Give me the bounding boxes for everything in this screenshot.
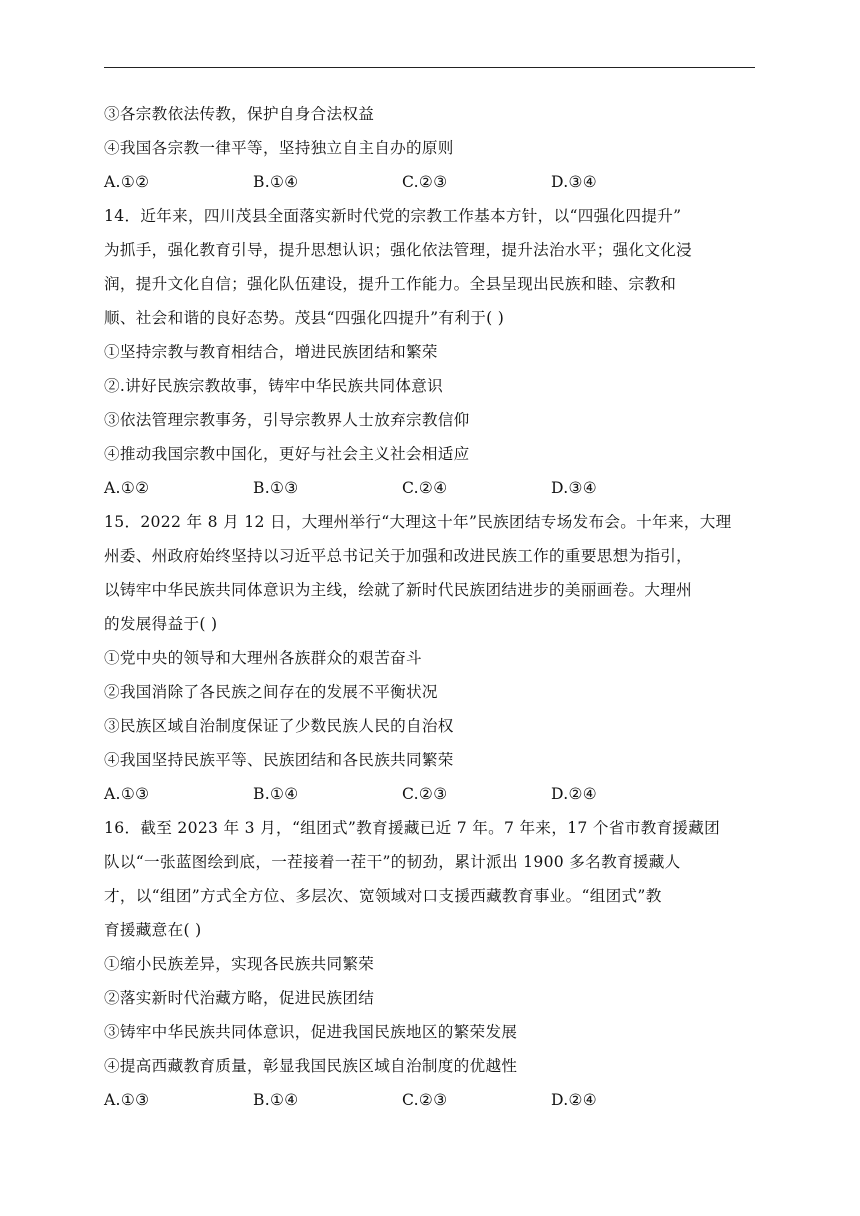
statement-4: ④我国各宗教一律平等，坚持独立自主自办的原则 xyxy=(104,139,454,157)
question-content xyxy=(104,97,764,1117)
option-c: C.②③ xyxy=(402,1091,448,1109)
answer-options xyxy=(104,777,764,811)
statement-2: ②落实新时代治藏方略，促进民族团结 xyxy=(104,989,375,1007)
option-b: B.①④ xyxy=(253,1091,299,1109)
question-15 xyxy=(104,505,764,811)
question-14 xyxy=(104,199,764,505)
option-b: B.①③ xyxy=(253,479,299,497)
statement-4: ④推动我国宗教中国化，更好与社会主义社会相适应 xyxy=(104,445,470,463)
question-stem-line: 顺、社会和谐的良好态势。茂县“四强化四提升”有利于( ) xyxy=(104,309,505,327)
option-c: C.②③ xyxy=(402,173,448,191)
answer-options xyxy=(104,1083,764,1117)
option-c: C.②④ xyxy=(402,479,448,497)
statement-1: ①党中央的领导和大理州各族群众的艰苦奋斗 xyxy=(104,649,422,667)
option-a: A.①③ xyxy=(104,1091,150,1109)
statement-2: ②我国消除了各民族之间存在的发展不平衡状况 xyxy=(104,683,438,701)
statement-1: ①缩小民族差异，实现各民族共同繁荣 xyxy=(104,955,375,973)
question-stem-line: 15．2022 年 8 月 12 日，大理州举行“大理这十年”民族团结专场发布会。十年来，大理 xyxy=(104,513,732,531)
statement-4: ④提高西藏教育质量，彰显我国民族区域自治制度的优越性 xyxy=(104,1057,518,1075)
question-stem-line: 州委、州政府始终坚持以习近平总书记关于加强和改进民族工作的重要思想为指引， xyxy=(104,547,693,565)
option-b: B.①④ xyxy=(253,173,299,191)
question-stem-line: 16．截至 2023 年 3 月，“组团式”教育援藏已近 7 年。7 年来，17 个省市教育援藏团 xyxy=(104,819,721,837)
statement-3: ③民族区域自治制度保证了少数民族人民的自治权 xyxy=(104,717,454,735)
answer-options xyxy=(104,165,764,199)
option-d: D.③④ xyxy=(551,173,598,191)
question-stem-line: 为抓手，强化教育引导，提升思想认识；强化依法管理，提升法治水平；强化文化浸 xyxy=(104,241,693,259)
question-stem-line: 14．近年来，四川茂县全面落实新时代党的宗教工作基本方针，以“四强化四提升” xyxy=(104,207,682,225)
option-d: D.②④ xyxy=(551,785,598,803)
option-a: A.①② xyxy=(104,479,150,497)
option-d: D.②④ xyxy=(551,1091,598,1109)
option-d: D.③④ xyxy=(551,479,598,497)
question-stem-line: 的发展得益于( ) xyxy=(104,615,218,633)
option-a: A.①② xyxy=(104,173,150,191)
header-rule xyxy=(104,67,755,68)
statement-3: ③各宗教依法传教，保护自身合法权益 xyxy=(104,105,375,123)
statement-4: ④我国坚持民族平等、民族团结和各民族共同繁荣 xyxy=(104,751,454,769)
question-16 xyxy=(104,811,764,1117)
statement-3: ③铸牢中华民族共同体意识，促进我国民族地区的繁荣发展 xyxy=(104,1023,518,1041)
option-c: C.②③ xyxy=(402,785,448,803)
statement-1: ①坚持宗教与教育相结合，增进民族团结和繁荣 xyxy=(104,343,438,361)
option-b: B.①④ xyxy=(253,785,299,803)
statement-3: ③依法管理宗教事务，引导宗教界人士放弃宗教信仰 xyxy=(104,411,470,429)
question-stem-line: 育援藏意在( ) xyxy=(104,921,202,939)
answer-options xyxy=(104,471,764,505)
question-stem-line: 以铸牢中华民族共同体意识为主线，绘就了新时代民族团结进步的美丽画卷。大理州 xyxy=(104,581,693,599)
option-a: A.①③ xyxy=(104,785,150,803)
question-13-tail xyxy=(104,97,764,199)
question-stem-line: 润，提升文化自信；强化队伍建设，提升工作能力。全县呈现出民族和睦、宗教和 xyxy=(104,275,677,293)
statement-2: ②.讲好民族宗教故事，铸牢中华民族共同体意识 xyxy=(104,377,444,395)
question-stem-line: 队以“一张蓝图绘到底，一茬接着一茬干”的韧劲，累计派出 1900 多名教育援藏人 xyxy=(104,853,681,871)
question-stem-line: 才，以“组团”方式全方位、多层次、宽领域对口支援西藏教育事业。“组团式”教 xyxy=(104,887,662,905)
